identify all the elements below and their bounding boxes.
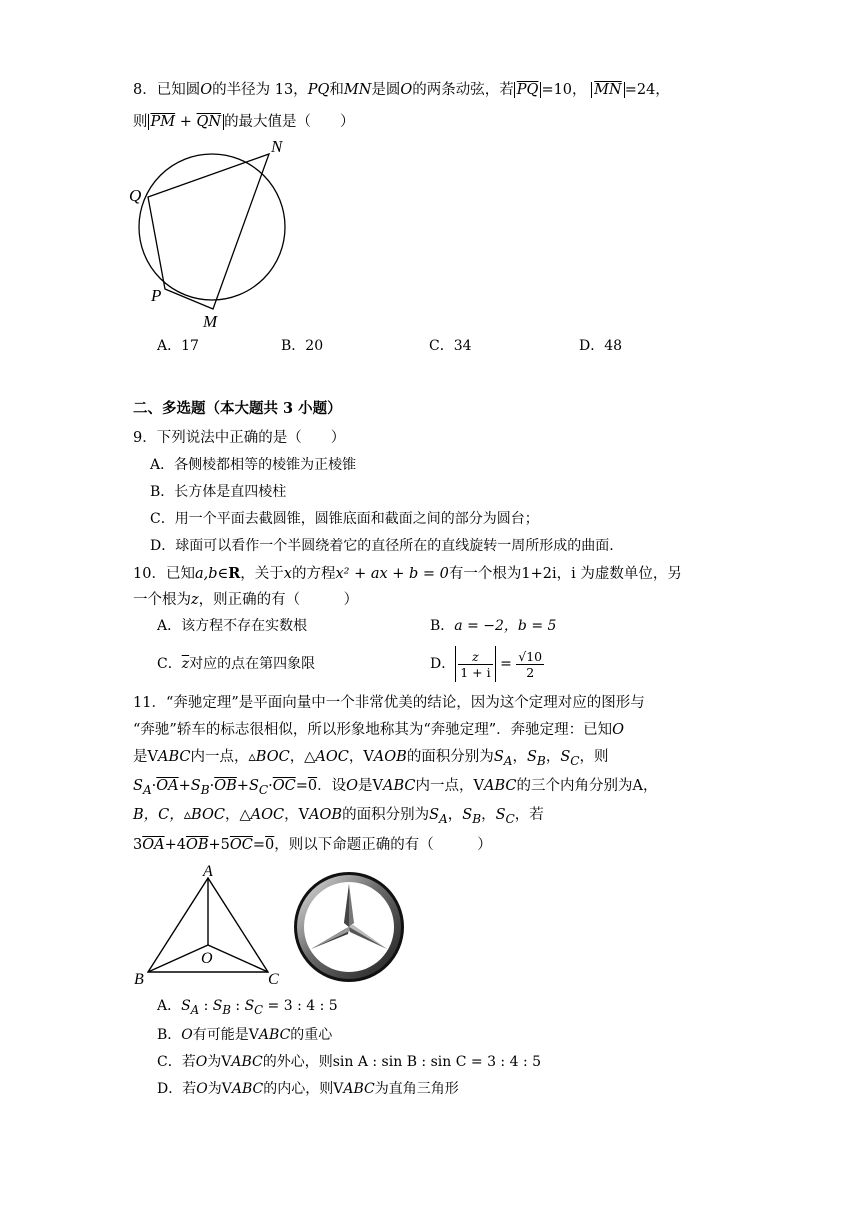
q10-option-c: C．$\overline{z}$对应的点在第四象限 [157, 656, 316, 672]
q9-option-d: D．球面可以看作一个半圆绕着它的直径所在的直线旋转一周所形成的曲面. [150, 538, 614, 554]
q8-option-a: A．17 [157, 338, 199, 354]
q11-stem-line2: “奔驰”轿车的标志很相似，所以形象地称其为“奔驰定理”．奔驰定理：已知O [133, 722, 625, 738]
q8-stem-line2: 则 $\overline{PM} + \overline{QN}$ 的最大值是（ ） [133, 114, 355, 130]
q10-stem-line1: 10．已知a,b∈R，关于x的方程x² + ax + b = 0有一个根为1+2i，i 为虚数单位，另 [133, 565, 682, 582]
q8-option-d: D．48 [579, 338, 623, 354]
q10-option-d: D． $\frac{z}{1 + i}$ = $\frac{√10}{2}$ [430, 646, 544, 682]
q11-option-c: C．若O为VABC的外心，则sin A : sin B : sin C = 3 : 4 : 5 [157, 1054, 542, 1070]
q11-triangle-figure [128, 860, 288, 990]
q8-option-c: C．34 [429, 338, 472, 354]
q11-label-B: B [134, 971, 144, 988]
q11-stem-line1: 11．“奔驰定理”是平面向量中一个非常优美的结论，因为这个定理对应的图形与 [133, 695, 645, 711]
q9-option-c: C．用一个平面去截圆锥，圆锥底面和截面之间的部分为圆台； [150, 511, 539, 527]
q9-option-a: A．各侧棱都相等的棱锥为正棱锥 [150, 457, 357, 473]
q8-circle-figure [125, 135, 300, 335]
q11-stem-line3: 是VABC内一点，▵BOC，△AOC，VAOB的面积分别为$S_A$，$S_B$，$S_C$，则 [133, 749, 609, 768]
q9-option-b: B．长方体是直四棱柱 [150, 484, 287, 500]
q11-stem-line6: $3\overline{OA}+4\overline{OB}+5\overline{OC}=0$，则以下命题正确的有（ ） [133, 837, 492, 853]
q10-option-b: B．a = −2，b = 5 [430, 618, 557, 634]
q10-option-a: A．该方程不存在实数根 [157, 618, 308, 634]
q11-stem-line4: $S_A\cdot\overline{OA}+S_B\cdot\overline{OB}+S_C\cdot\overline{OC}=0$．设O是VABC内一点，VABC的三个内角分别为A， [133, 778, 658, 797]
q8-label-M: M [203, 312, 218, 331]
q11-label-O: O [201, 950, 213, 967]
q11-stem-line5: B，C，▵BOC，△AOC，VAOB的面积分别为$S_A$，$S_B$，$S_C$，若 [133, 807, 544, 826]
q11-label-A: A [203, 863, 213, 880]
q11-option-b: B．O有可能是VABC的重心 [157, 1027, 333, 1043]
q9-stem: 9．下列说法中正确的是（ ） [133, 430, 346, 446]
section-heading-multi-choice: 二、多选题（本大题共 3 小题） [133, 400, 342, 417]
q8-label-P: P [151, 286, 162, 305]
q8-label-Q: Q [129, 186, 142, 205]
q10-stem-line2: 一个根为z，则正确的有（ ） [133, 592, 359, 608]
q8-label-N: N [271, 137, 283, 156]
q11-option-d: D．若O为VABC的内心，则VABC为直角三角形 [157, 1081, 459, 1097]
q11-option-a: A．$S_A$ : $S_B$ : $S_C = 3$ : 4 : 5 [157, 998, 338, 1017]
q8-option-b: B．20 [281, 338, 324, 354]
q8-stem-line1: 8．已知圆O的半径为 13，PQ和MN是圆O的两条动弦，若 $\overline{PQ} =10$， $\overline{MN} =24$， [133, 82, 670, 98]
q11-label-C: C [268, 971, 279, 988]
mercedes-logo-image [290, 868, 408, 986]
